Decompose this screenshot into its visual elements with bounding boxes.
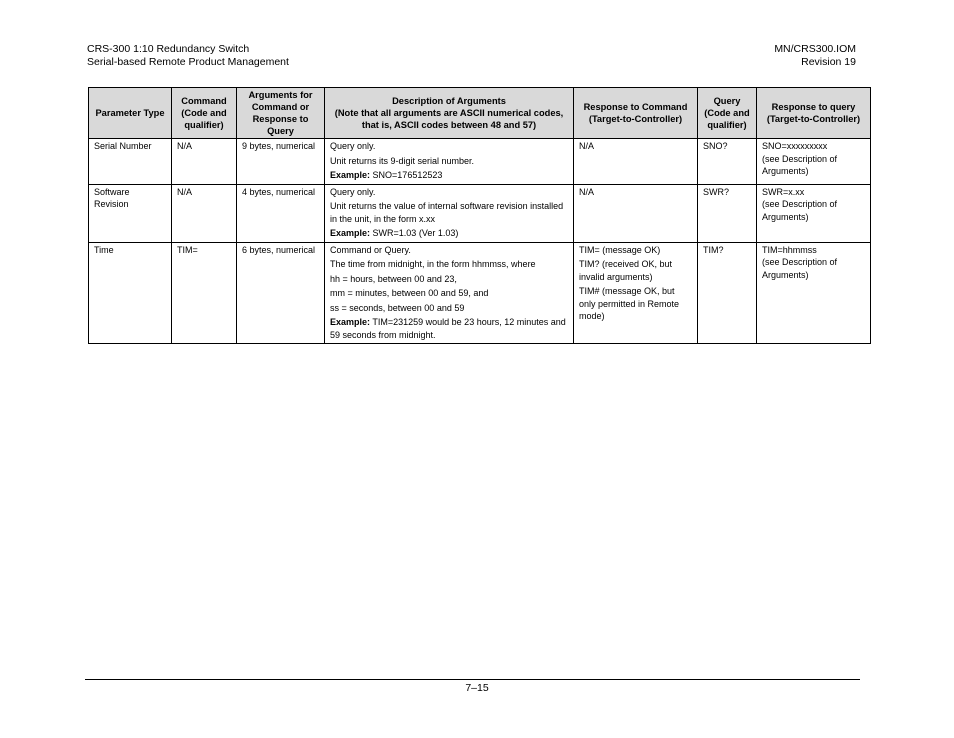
example-label: Example: xyxy=(330,228,371,238)
table-row xyxy=(89,242,871,344)
response-line: N/A xyxy=(579,186,595,197)
header-description-note: (Note that all arguments are ASCII numerical codes, that is, ASCII codes between 48 and 57) xyxy=(334,108,564,130)
cell-command: TIM= xyxy=(172,242,237,344)
cell-arguments: 4 bytes, numerical xyxy=(237,184,325,242)
response-query-line: (see Description of Arguments) xyxy=(762,153,838,176)
description-line: The time from midnight, in the form hhmmss, where xyxy=(330,259,536,269)
cell-response-command xyxy=(574,242,698,344)
header-left xyxy=(87,43,289,68)
cell-arguments: 9 bytes, numerical xyxy=(237,139,325,185)
footer-divider xyxy=(85,679,860,680)
response-line: TIM? (received OK, but invalid arguments) xyxy=(579,259,673,282)
header-response-command: Response to Command (Target-to-Controller) xyxy=(574,88,698,139)
table-header-row xyxy=(89,88,871,139)
response-query-line: TIM=hhmmss xyxy=(762,244,817,255)
description-line: ss = seconds, between 00 and 59 xyxy=(330,302,465,313)
example-text: TIM=231259 would be 23 hours, 12 minutes and 59 seconds from midnight. xyxy=(330,317,566,340)
header-query: Query (Code and qualifier) xyxy=(698,88,757,139)
cell-command: N/A xyxy=(172,184,237,242)
description-line: Query only. xyxy=(330,186,376,197)
cell-response-query xyxy=(757,242,871,344)
description-line: mm = minutes, between 00 and 59, and xyxy=(330,288,489,298)
table-row xyxy=(89,184,871,242)
cell-query: SNO? xyxy=(698,139,757,185)
response-line: TIM= (message OK) xyxy=(579,244,661,255)
response-query-line: SWR=x.xx xyxy=(762,186,805,197)
cell-description xyxy=(325,139,574,185)
cell-description xyxy=(325,184,574,242)
cell-response-query xyxy=(757,139,871,185)
cell-response-query xyxy=(757,184,871,242)
cell-query: TIM? xyxy=(698,242,757,344)
description-line: Unit returns its 9-digit serial number. xyxy=(330,155,475,166)
page-number: 7–15 xyxy=(465,682,489,694)
header-parameter-type: Parameter Type xyxy=(89,88,172,139)
cell-description xyxy=(325,242,574,344)
cell-response-command xyxy=(574,184,698,242)
cell-command: N/A xyxy=(172,139,237,185)
header-description xyxy=(325,88,574,139)
cell-parameter-type: Software Revision xyxy=(89,184,172,242)
response-line: N/A xyxy=(579,141,595,151)
header-right xyxy=(774,43,856,68)
example-text: SNO=176512523 xyxy=(372,170,443,180)
cell-parameter-type: Time xyxy=(89,242,172,344)
example-label: Example: xyxy=(330,170,371,180)
cell-response-command xyxy=(574,139,698,185)
example-text: SWR=1.03 (Ver 1.03) xyxy=(372,228,459,238)
document-id: MN/CRS300.IOM xyxy=(774,43,856,55)
description-line: Query only. xyxy=(330,141,376,151)
description-example xyxy=(330,227,568,240)
command-table xyxy=(88,87,871,344)
cell-query: SWR? xyxy=(698,184,757,242)
cell-arguments: 6 bytes, numerical xyxy=(237,242,325,344)
response-query-line: (see Description of Arguments) xyxy=(762,257,838,280)
response-query-line: SNO=xxxxxxxxx xyxy=(762,141,828,151)
header-command: Command (Code and qualifier) xyxy=(172,88,237,139)
response-line: TIM# (message OK, but only permitted in Remote mode) xyxy=(579,286,680,321)
header-response-query: Response to query (Target-to-Controller) xyxy=(757,88,871,139)
cell-parameter-type: Serial Number xyxy=(89,139,172,185)
section-title: Serial-based Remote Product Management xyxy=(87,55,289,68)
example-label: Example: xyxy=(330,317,371,327)
description-line: Unit returns the value of internal software revision installed in the unit, in the form x.xx xyxy=(330,201,564,224)
description-line: hh = hours, between 00 and 23, xyxy=(330,273,457,284)
description-line: Command or Query. xyxy=(330,244,411,255)
header-description-title: Description of Arguments xyxy=(392,96,506,106)
description-example xyxy=(330,316,568,341)
response-query-line: (see Description of Arguments) xyxy=(762,199,838,222)
header-arguments: Arguments for Command or Response to Query xyxy=(237,88,325,139)
description-example xyxy=(330,169,568,182)
manual-title: CRS-300 1:10 Redundancy Switch xyxy=(87,43,250,55)
revision: Revision 19 xyxy=(801,55,856,68)
table-row xyxy=(89,139,871,185)
